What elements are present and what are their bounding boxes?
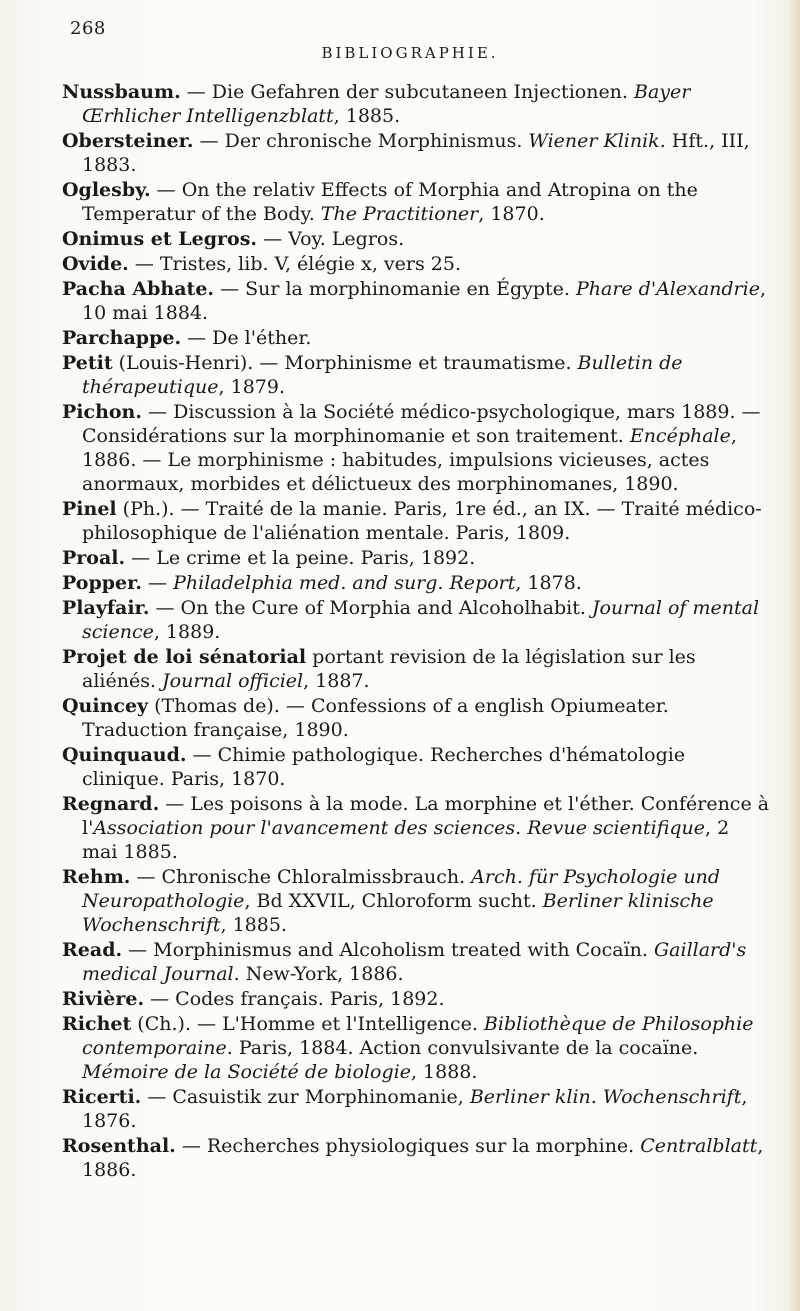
entry-author: Quincey [62,695,149,717]
entry-text: , 1886. — Le morphinisme : habitudes, impulsions vicieuses, actes anormaux, morbides et délictueux des morphinomanes, 1890. [82,425,737,495]
bibliography-entry [62,227,770,251]
bibliography-entry [62,326,770,350]
entry-author: Ricerti. [62,1086,142,1108]
bibliography-entry [62,987,770,1011]
entry-text: — Die Gefahren der subcutaneen Injectionen. [180,81,635,103]
entry-title-italic: Berliner klinische Wochenschrift [82,890,714,936]
bibliography-entry [62,1134,770,1182]
entry-text: , 2 mai 1885. [82,817,730,863]
entry-author: Quinquaud. [62,744,187,766]
bibliography-entry [62,865,770,937]
bibliography-entry [62,252,770,276]
page-edge-shadow [788,0,800,1311]
entry-author: Popper. [62,572,142,594]
entry-author: Projet de loi sénatorial [62,646,307,668]
bibliography-entry [62,178,770,226]
entry-title-italic: Encéphale [629,425,731,447]
entry-text: — Les poisons à la mode. La morphine et l'éther. Conférence à l' [82,793,770,839]
entry-author: Obersteiner. [62,130,194,152]
entry-text: — On the relativ Effects of Morphia and Atropina on the Temperatur of the Body. [82,179,698,225]
entry-text: , 1879. [218,376,286,398]
entry-author: Read. [62,939,123,961]
entry-text: — Morphinismus and Alcoholism treated with Cocaïn. [122,939,654,961]
entry-author: Ovide. [62,253,129,275]
entry-text: (Thomas de). — Confessions of a english Opiumeater. Traduction française, 1890. [82,695,669,741]
entry-title-italic: Mémoire de la Société de biologie [82,1061,411,1083]
entry-text: , Bd XXVIL, Chloroform sucht. [244,890,543,912]
entry-title-italic: Bulletin de thérapeutique [82,352,683,398]
entry-author: Onimus et Legros. [62,228,258,250]
entry-text: — Chimie pathologique. Recherches d'hématologie clinique. Paris, 1870. [82,744,686,790]
bibliography-entry [62,497,770,545]
bibliography-entry [62,645,770,693]
running-head: BIBLIOGRAPHIE. [321,44,499,62]
entry-author: Rosenthal. [62,1135,176,1157]
entry-text: — Le crime et la peine. Paris, 1892. [125,547,476,569]
entry-text: — Codes français. Paris, 1892. [144,988,445,1010]
entry-text: — Der chronische Morphinismus. [193,130,529,152]
bibliography-entry [62,792,770,864]
entry-text: , 1870. [478,203,545,225]
bibliography-list [62,80,770,1183]
bibliography-entry [62,596,770,644]
entry-title-italic: Arch. für Psychologie und Neuropathologie [82,866,721,912]
bibliography-entry [62,351,770,399]
entry-author: Parchappe. [62,327,182,349]
entry-author: Rivière. [62,988,145,1010]
entry-title-italic: The Practitioner [320,203,479,225]
entry-title-italic: Berliner klin. Wochenschrift [469,1086,742,1108]
entry-text: , 1886. [82,1135,764,1181]
entry-text: , 1876. [82,1086,748,1132]
entry-text: (Ph.). — Traité de la manie. Paris, 1re éd., an IX. — Traité médico-philosophique de l'aliénation mentale. Paris, 1809. [82,498,762,544]
entry-text: — Sur la morphinomanie en Égypte. [214,278,576,300]
entry-title-italic: Bayer Œrhlicher Intelligenzblatt [82,81,691,127]
entry-author: Regnard. [62,793,160,815]
entry-author: Richet [62,1013,132,1035]
page-number: 268 [70,18,106,39]
bibliography-entry [62,938,770,986]
entry-text: . Paris, 1884. Action convulsivante de la cocaïne. [226,1037,699,1059]
entry-text: Hft., III, 1883. [82,130,750,176]
entry-text: — [142,572,174,594]
entry-title-italic: Centralblatt [640,1135,758,1157]
entry-author: Playfair. [62,597,150,619]
entry-text: (Ch.). — L'Homme et l'Intelligence. [131,1013,484,1035]
entry-text: portant revision de la législation sur les aliénés. [82,646,696,692]
entry-text: (Louis-Henri). — Morphinisme et traumatisme. [112,352,578,374]
entry-text: — Casuistik zur Morphinomanie, [141,1086,470,1108]
entry-title-italic: Journal of mental science [82,597,760,643]
entry-title-italic: Bibliothèque de Philosophie contemporaine [82,1013,754,1059]
entry-title-italic: Journal officiel [162,670,304,692]
bibliography-entry [62,277,770,325]
entry-title-italic: Association pour l'avancement des sciences. Revue scientifique [93,817,706,839]
bibliography-entry [62,129,770,177]
bibliography-entry [62,1085,770,1133]
entry-text: — Chronische Chloralmissbrauch. [130,866,472,888]
entry-text: — Recherches physiologiques sur la morphine. [175,1135,641,1157]
bibliography-entry [62,694,770,742]
entry-text: , 1888. [410,1061,478,1083]
entry-title-italic: Wiener Klinik. [528,130,666,152]
bibliography-entry [62,546,770,570]
entry-author: Proal. [62,547,126,569]
entry-author: Nussbaum. [62,81,181,103]
entry-text: , 1887. [303,670,370,692]
entry-text: — Voy. Legros. [257,228,405,250]
entry-text: — Discussion à la Société médico-psychologique, mars 1889. — Considérations sur la morphinomanie et son traitement. [82,401,761,447]
entry-author: Oglesby. [62,179,151,201]
page-header [70,18,750,62]
bibliography-entry [62,571,770,595]
bibliography-entry [62,80,770,128]
entry-title-italic: Philadelphia med. and surg. Report [173,572,516,594]
entry-text: — De l'éther. [181,327,312,349]
entry-author: Rehm. [62,866,131,888]
entry-text: , 1889. [153,621,221,643]
entry-author: Pacha Abhate. [62,278,215,300]
entry-text: — On the Cure of Morphia and Alcoholhabit. [149,597,592,619]
entry-author: Petit [62,352,113,374]
bibliography-entry [62,1012,770,1084]
entry-text: , 1885. [333,105,401,127]
entry-text: , 1885. [220,914,287,936]
bibliography-entry [62,400,770,496]
entry-text: — Tristes, lib. V, élégie x, vers 25. [128,253,461,275]
entry-title-italic: Gaillard's medical Journal [82,939,747,985]
entry-text: . New-York, 1886. [233,963,404,985]
entry-author: Pichon. [62,401,142,423]
bibliography-entry [62,743,770,791]
entry-title-italic: Phare d'Alexandrie [575,278,760,300]
entry-author: Pinel [62,498,117,520]
entry-text: , 10 mai 1884. [82,278,767,324]
entry-text: , 1878. [515,572,582,594]
